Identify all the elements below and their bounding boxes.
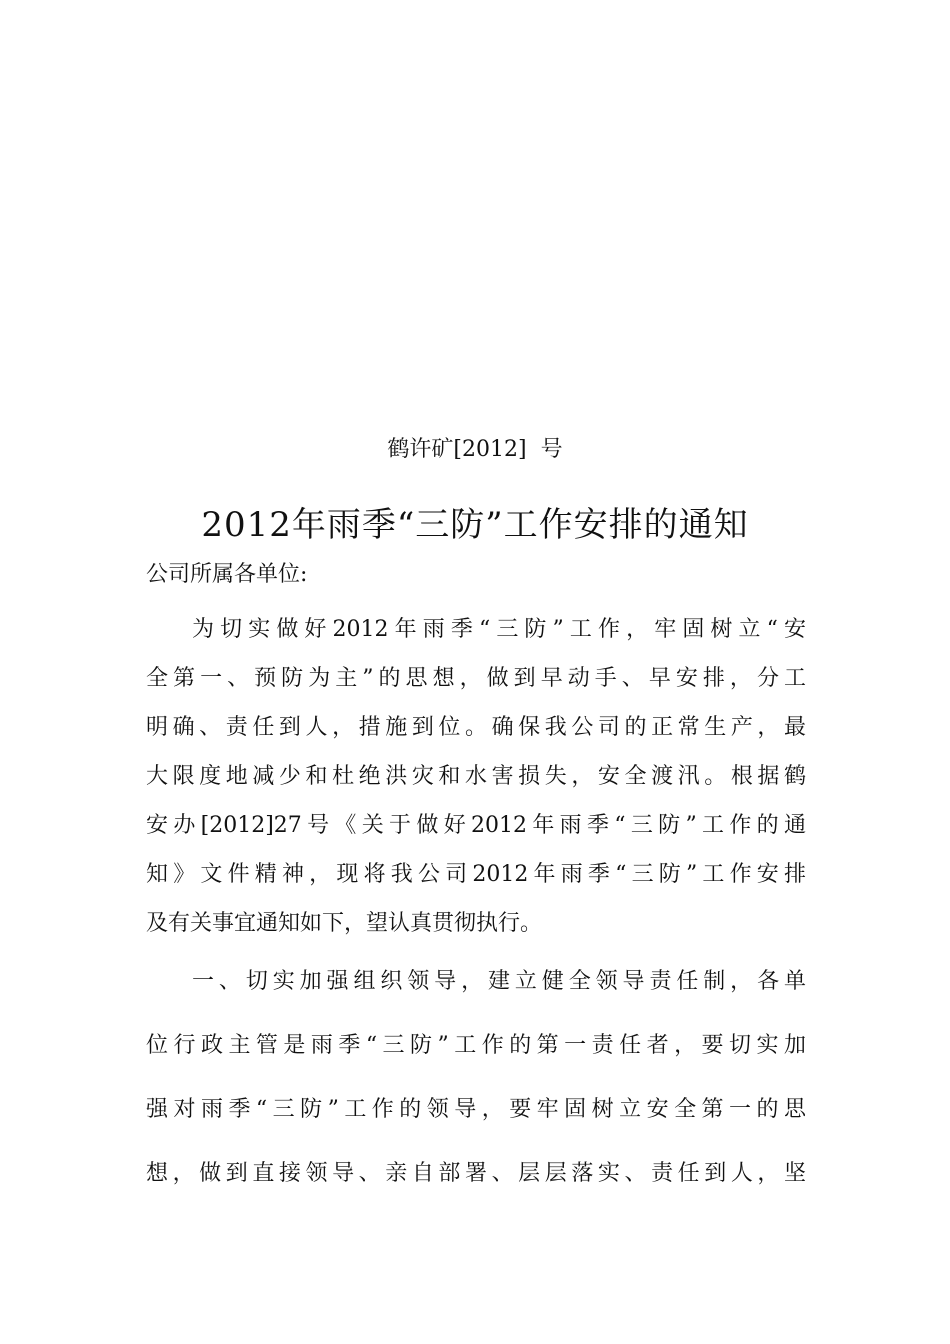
paragraph-line: 一、切实加强组织领导，建立健全领导责任制，各单 (192, 969, 806, 994)
paragraph-1 (146, 605, 806, 948)
paragraph-line: 安办[2012]27号《关于做好2012年雨季“三防”工作的通 (146, 813, 806, 838)
paragraph-line: 及有关事宜通知如下，望认真贯彻执行。 (146, 911, 543, 936)
document-number: 鹤许矿[2012] 号 (387, 437, 563, 462)
paragraph-line: 为切实做好2012年雨季“三防”工作，牢固树立“安 (192, 617, 806, 642)
paragraph-line: 明确、责任到人，措施到位。确保我公司的正常生产，最 (146, 715, 806, 740)
paragraph-line: 强对雨季“三防”工作的领导，要牢固树立安全第一的思 (146, 1097, 806, 1122)
paragraph-line: 想，做到直接领导、亲自部署、层层落实、责任到人，坚 (146, 1161, 806, 1186)
paragraph-2 (146, 950, 806, 1206)
paragraph-line: 全第一、预防为主”的思想，做到早动手、早安排，分工 (146, 666, 806, 691)
paragraph-line: 位行政主管是雨季“三防”工作的第一责任者，要切实加 (146, 1033, 806, 1058)
paragraph-line: 知》文件精神，现将我公司2012年雨季“三防”工作安排 (146, 862, 806, 887)
addressee: 公司所属各单位: (146, 562, 308, 587)
document-title: 2012年雨季“三防”工作安排的通知 (201, 505, 749, 545)
paragraph-line: 大限度地减少和杜绝洪灾和水害损失，安全渡汛。根据鹤 (146, 764, 806, 789)
